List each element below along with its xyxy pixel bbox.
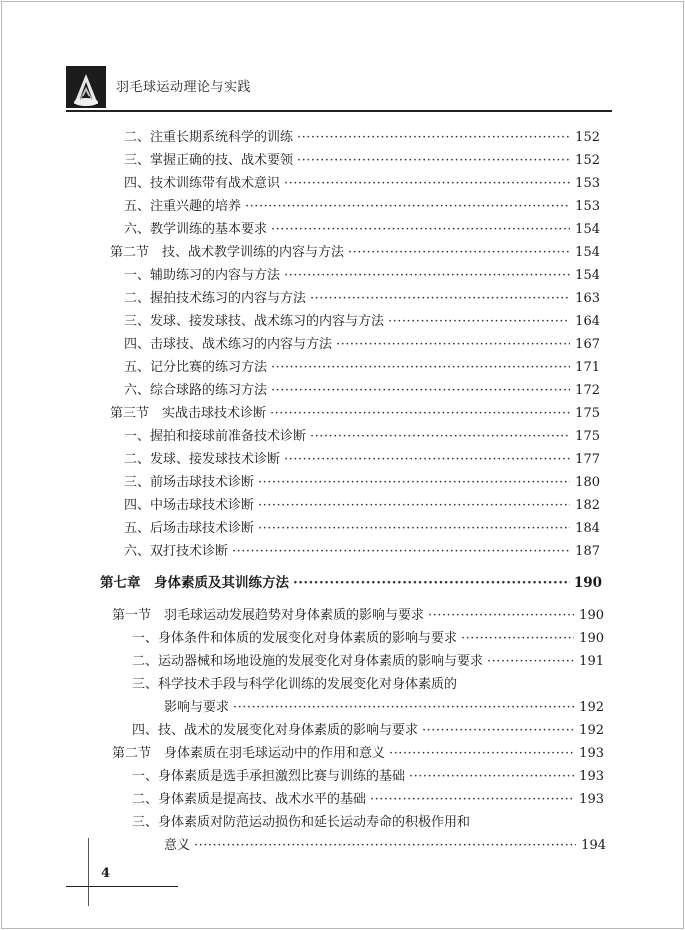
toc-label: 第三节 实战击球技术诊断 — [110, 406, 267, 421]
toc-row — [124, 333, 600, 353]
toc-row-continued — [164, 834, 606, 854]
toc-leader — [487, 654, 574, 669]
toc-row — [124, 310, 600, 330]
toc-label: 影响与要求 — [164, 700, 230, 715]
toc-label: 四、击球技、战术练习的内容与方法 — [124, 337, 333, 352]
toc-label: 四、技、战术的发展变化对身体素质的影响与要求 — [132, 723, 419, 738]
toc-label: 三、身体素质对防范运动损伤和延长运动寿命的积极作用和 — [132, 815, 471, 830]
toc-page: 193 — [579, 769, 604, 784]
toc-row — [124, 287, 600, 307]
toc-leader — [258, 498, 570, 513]
toc-page: 187 — [575, 544, 600, 559]
toc-label: 三、发球、接发球技、战术练习的内容与方法 — [124, 314, 385, 329]
toc-leader — [461, 631, 574, 646]
toc-row — [124, 149, 600, 169]
toc-chapter-label: 第七章 身体素质及其训练方法 — [100, 575, 289, 591]
toc-row — [132, 627, 604, 647]
toc-page: 191 — [579, 654, 604, 669]
toc-page: 167 — [575, 337, 600, 352]
toc-row — [132, 765, 604, 785]
toc-page: 184 — [575, 521, 600, 536]
toc-label: 四、技术训练带有战术意识 — [124, 176, 281, 191]
toc-page: 154 — [575, 222, 600, 237]
toc-section-row — [112, 604, 604, 624]
toc-leader — [388, 314, 570, 329]
toc-label: 二、身体素质是提高技、战术水平的基础 — [132, 792, 367, 807]
toc-page: 193 — [579, 792, 604, 807]
toc-leader — [245, 199, 570, 214]
toc-label: 五、后场击球技术诊断 — [124, 521, 255, 536]
toc-leader — [293, 575, 570, 591]
toc-page: 152 — [575, 153, 600, 168]
toc-page: 180 — [575, 475, 600, 490]
toc-row — [124, 264, 600, 284]
toc-row — [124, 172, 600, 192]
toc-row — [124, 356, 600, 376]
toc-page: 194 — [581, 838, 606, 853]
toc-page: 182 — [575, 498, 600, 513]
toc-leader — [348, 245, 570, 260]
toc-chapter-row — [100, 571, 602, 591]
page-number: 4 — [101, 866, 111, 881]
toc-label: 三、科学技术手段与科学化训练的发展变化对身体素质的 — [132, 677, 458, 692]
toc-page: 192 — [579, 723, 604, 738]
toc-label: 一、身体素质是选手承担激烈比赛与训练的基础 — [132, 769, 406, 784]
book-title: 羽毛球运动理论与实践 — [116, 80, 252, 95]
toc-leader — [233, 700, 574, 715]
toc-label: 五、记分比赛的练习方法 — [124, 360, 268, 375]
toc-leader — [270, 406, 570, 421]
toc-row — [132, 788, 604, 808]
footer-vertical-rule — [88, 838, 89, 906]
toc-row — [124, 448, 600, 468]
toc-page: 153 — [575, 176, 600, 191]
toc-label: 六、教学训练的基本要求 — [124, 222, 268, 237]
toc-leader — [336, 337, 570, 352]
toc-row — [124, 494, 600, 514]
toc-page: 154 — [575, 268, 600, 283]
toc-page: 190 — [579, 631, 604, 646]
toc-row — [132, 719, 604, 739]
toc-row — [124, 517, 600, 537]
toc-label: 第二节 技、战术教学训练的内容与方法 — [110, 245, 345, 260]
toc-leader — [310, 429, 570, 444]
toc-label: 三、前场击球技术诊断 — [124, 475, 255, 490]
toc-leader — [297, 153, 570, 168]
toc-row — [124, 195, 600, 215]
toc-leader — [271, 222, 570, 237]
toc-label: 意义 — [164, 838, 191, 853]
toc-label: 一、身体条件和体质的发展变化对身体素质的影响与要求 — [132, 631, 458, 646]
toc-section-row — [112, 742, 604, 762]
toc-leader — [284, 452, 570, 467]
toc-page: 172 — [575, 383, 600, 398]
toc-page: 175 — [575, 406, 600, 421]
toc-label: 三、掌握正确的技、战术要领 — [124, 153, 294, 168]
toc-row — [124, 218, 600, 238]
toc-row — [124, 126, 600, 146]
toc-leader — [428, 608, 574, 623]
toc-page: 192 — [579, 700, 604, 715]
toc-page: 190 — [579, 608, 604, 623]
toc-page: 175 — [575, 429, 600, 444]
toc-leader — [258, 475, 570, 490]
toc-leader — [297, 130, 570, 145]
toc-row — [124, 379, 600, 399]
toc-leader — [389, 746, 574, 761]
toc-label: 二、握拍技术练习的内容与方法 — [124, 291, 307, 306]
toc-leader — [232, 544, 570, 559]
toc-leader — [271, 383, 570, 398]
toc-label: 一、辅助练习的内容与方法 — [124, 268, 281, 283]
toc-label: 第一节 羽毛球运动发展趋势对身体素质的影响与要求 — [112, 608, 425, 623]
toc-label: 六、双打技术诊断 — [124, 544, 229, 559]
toc-leader — [422, 723, 574, 738]
toc-leader — [370, 792, 574, 807]
toc-page: 164 — [575, 314, 600, 329]
toc-section-row — [110, 241, 600, 261]
toc-leader — [194, 838, 576, 853]
toc-row — [124, 425, 600, 445]
toc-row-continued — [164, 696, 604, 716]
toc-leader — [284, 176, 570, 191]
toc-page: 171 — [575, 360, 600, 375]
toc-page: 177 — [575, 452, 600, 467]
toc-label: 五、注重兴趣的培养 — [124, 199, 242, 214]
toc-label: 一、握拍和接球前准备技术诊断 — [124, 429, 307, 444]
toc-leader — [271, 360, 570, 375]
toc-row-wrapped — [132, 673, 604, 693]
toc-label: 二、运动器械和场地设施的发展变化对身体素质的影响与要求 — [132, 654, 484, 669]
toc-section-row — [110, 402, 600, 422]
toc-row — [132, 650, 604, 670]
toc-leader — [258, 521, 570, 536]
toc-page: 163 — [575, 291, 600, 306]
toc-label: 二、发球、接发球技术诊断 — [124, 452, 281, 467]
toc-page: 190 — [573, 575, 602, 591]
toc-row — [124, 540, 600, 560]
toc-leader — [310, 291, 570, 306]
toc-row — [124, 471, 600, 491]
toc-page: 154 — [575, 245, 600, 260]
toc-label: 六、综合球路的练习方法 — [124, 383, 268, 398]
toc-label: 第二节 身体素质在羽毛球运动中的作用和意义 — [112, 746, 386, 761]
toc-page: 193 — [579, 746, 604, 761]
toc-page: 152 — [575, 130, 600, 145]
toc-leader — [284, 268, 570, 283]
toc-label: 四、中场击球技术诊断 — [124, 498, 255, 513]
toc-page: 153 — [575, 199, 600, 214]
toc-leader — [409, 769, 574, 784]
toc-row-wrapped — [132, 811, 604, 831]
footer-divider — [66, 886, 178, 887]
toc-label: 二、注重长期系统科学的训练 — [124, 130, 294, 145]
